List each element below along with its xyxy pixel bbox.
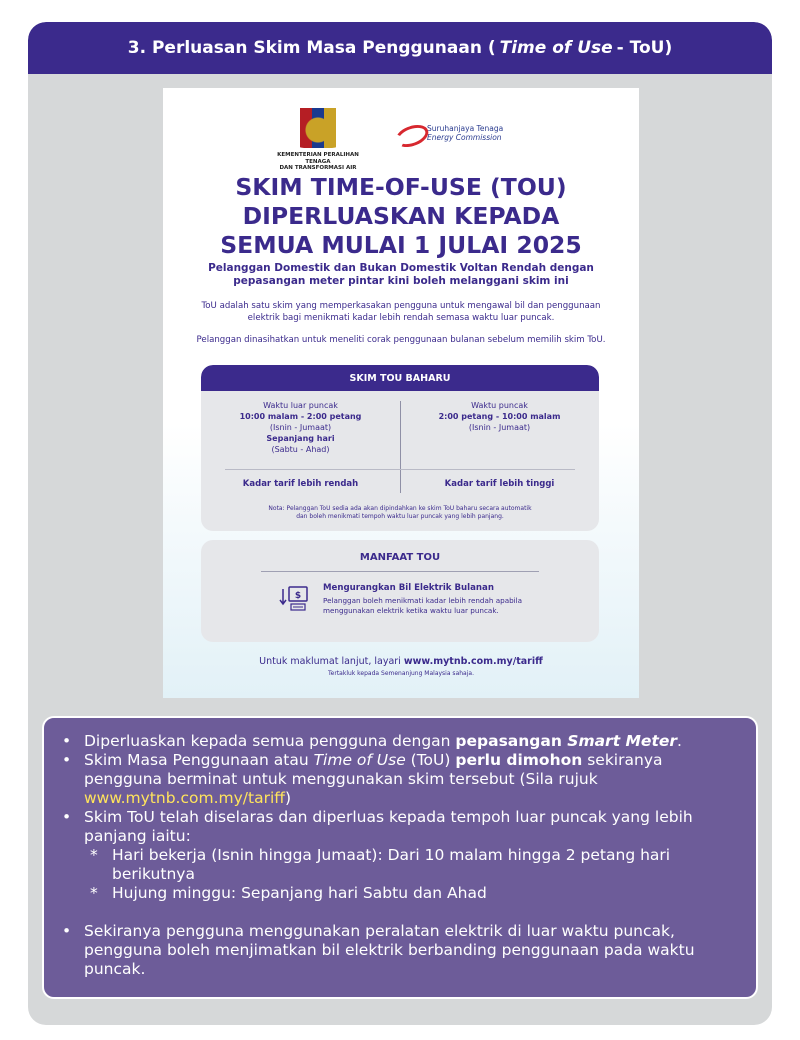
- b1-end: .: [677, 732, 682, 750]
- b2-end: ): [284, 789, 291, 807]
- off-peak-label: Waktu luar puncak: [263, 401, 338, 410]
- bullet-marker: •: [62, 732, 72, 750]
- title-line: DIPERLUASKAN KEPADA: [242, 202, 560, 230]
- section-header: [28, 22, 772, 74]
- benefit-divider: [261, 571, 539, 572]
- header-suffix: - ToU): [616, 38, 673, 58]
- b1-bold: pepasangan: [455, 732, 568, 750]
- b2-bold: perlu dimohon: [455, 751, 583, 769]
- ministry-logo: [273, 108, 363, 172]
- tou-poster: [163, 88, 639, 698]
- ministry-name-1: KEMENTERIAN PERALIHAN TENAGA: [277, 152, 359, 165]
- off-peak-column: [201, 400, 400, 455]
- bullet-marker: •: [62, 922, 72, 940]
- energy-commission-logo: [395, 124, 515, 142]
- bullet-item: [62, 751, 740, 808]
- benefit-desc-line: menggunakan elektrik ketika waktu luar puncak.: [323, 605, 499, 615]
- st-name: Suruhanjaya Tenaga: [427, 124, 504, 133]
- intro-line: ToU adalah satu skim yang memperkasakan pengguna untuk mengawal bil dan penggunaan: [201, 301, 601, 311]
- header-italic: Time of Use: [499, 38, 613, 58]
- tou-schedule-card: [201, 365, 599, 531]
- note-line: dan boleh menikmati tempoh waktu luar puncak yang lebih panjang.: [296, 513, 504, 520]
- bullet-marker: •: [62, 808, 72, 826]
- benefit-desc-line: Pelanggan boleh menikmati kadar lebih rendah apabila: [323, 596, 523, 605]
- off-peak-days-weekend: (Sabtu - Ahad): [271, 445, 330, 454]
- tou-card-heading: SKIM TOU BAHARU: [201, 365, 599, 391]
- poster-subtitle: [203, 262, 599, 288]
- intro-paragraph: [193, 300, 609, 324]
- benefit-description: [323, 596, 553, 615]
- sub-bullet-item: [62, 846, 740, 884]
- sub-bullet-item: [62, 884, 740, 903]
- b3-text: Skim ToU telah diselaras dan diperluas kepada tempoh luar puncak yang lebih panjang iaitu:: [84, 808, 693, 845]
- star-marker: *: [90, 884, 98, 902]
- tariff-link[interactable]: www.mytnb.com.my/tariff: [84, 789, 285, 807]
- b1-text: Diperluaskan kepada semua pengguna dengan: [84, 732, 456, 750]
- st-swoosh-icon: [395, 124, 425, 142]
- off-peak-time: 10:00 malam - 2:00 petang: [239, 412, 362, 421]
- b2-post: sekiranya pengguna berminat untuk menggunakan skim tersebut (Sila rujuk: [84, 751, 663, 788]
- bill-savings-icon: [279, 585, 311, 613]
- poster-footer: [163, 656, 639, 667]
- off-peak-days: (Isnin - Jumaat): [269, 423, 332, 432]
- footer-link[interactable]: www.mytnb.com.my/tariff: [403, 656, 543, 667]
- bullet-item: [62, 922, 740, 979]
- b4-text: Sekiranya pengguna menggunakan peralatan elektrik di luar waktu puncak, pengguna boleh menjimatkan bil elektrik berbanding penggunaan pada waktu puncak.: [84, 922, 695, 978]
- footer-text: Untuk maklumat lanjut, layari: [259, 656, 404, 667]
- peak-time: 2:00 petang - 10:00 malam: [438, 412, 561, 421]
- sub1-text: Hari bekerja (Isnin hingga Jumaat): Dari 10 malam hingga 2 petang hari berikutnya: [112, 846, 671, 883]
- bullet-item: [62, 732, 740, 751]
- ministry-name-2: DAN TRANSFORMASI AIR: [279, 165, 357, 171]
- header-prefix: 3. Perluasan Skim Masa Penggunaan (: [127, 38, 496, 58]
- peak-column: [400, 400, 599, 433]
- off-peak-time-weekend: Sepanjang hari: [266, 434, 335, 443]
- bullet-marker: •: [62, 751, 72, 769]
- advice-paragraph: Pelanggan dinasihatkan untuk meneliti corak penggunaan bulanan sebelum memilih skim ToU.: [196, 335, 606, 345]
- st-subname: Energy Commission: [427, 133, 502, 142]
- sub2-text: Hujung minggu: Sepanjang hari Sabtu dan Ahad: [112, 884, 487, 902]
- bullet-item: [62, 808, 740, 846]
- poster-title: [163, 173, 639, 260]
- info-box: [42, 716, 758, 999]
- peak-rate: Kadar tarif lebih tinggi: [444, 479, 555, 489]
- benefit-title: Mengurangkan Bil Elektrik Bulanan: [323, 583, 494, 593]
- subtitle-line: pepasangan meter pintar kini boleh melanggani skim ini: [233, 275, 569, 287]
- intro-line: elektrik bagi menikmati kadar lebih rendah semasa waktu luar puncak.: [247, 313, 555, 323]
- b2-text: Skim Masa Penggunaan atau: [84, 751, 314, 769]
- b2-mid: (ToU): [405, 751, 456, 769]
- benefit-card: [201, 540, 599, 642]
- footer-note: Tertakluk kepada Semenanjung Malaysia sahaja.: [328, 670, 474, 677]
- benefit-heading: MANFAAT TOU: [359, 552, 441, 563]
- off-peak-rate: Kadar tarif lebih rendah: [242, 479, 359, 489]
- subtitle-line: Pelanggan Domestik dan Bukan Domestik Voltan Rendah dengan: [208, 262, 594, 274]
- svg-text:$: $: [294, 591, 302, 601]
- note-line: Nota: Pelanggan ToU sedia ada akan dipindahkan ke skim ToU baharu secara automatik: [268, 505, 532, 512]
- peak-days: (Isnin - Jumaat): [468, 423, 531, 432]
- title-line: SEMUA MULAI 1 JULAI 2025: [220, 231, 582, 259]
- title-line: SKIM TIME-OF-USE (TOU): [235, 173, 567, 201]
- b1-bold-italic: Smart Meter: [567, 732, 678, 750]
- star-marker: *: [90, 846, 98, 864]
- peak-label: Waktu puncak: [471, 401, 528, 410]
- b2-italic: Time of Use: [313, 751, 406, 769]
- row-divider: [225, 469, 575, 470]
- page-frame: [28, 22, 772, 1025]
- tou-note: [231, 505, 569, 521]
- coat-of-arms-icon: [290, 108, 346, 148]
